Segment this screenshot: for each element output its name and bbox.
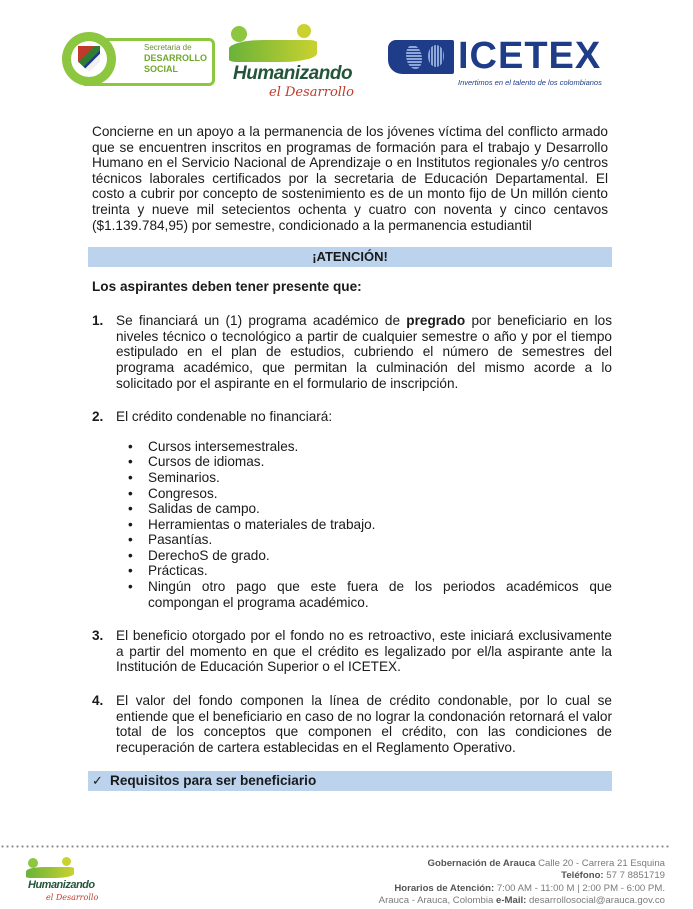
item-text: El beneficio otorgado por el fondo no es retroactivo, este iniciará exclusivamente a partir del momento en que el crédito es legalizado por el/la aspirante ante la Institución de Educación Superior o el ICETEX. (116, 628, 612, 675)
footer-hours: Horarios de Atención: 7:00 AM - 11:00 M | 2:00 PM - 6:00 PM. (394, 882, 665, 894)
document-body (88, 124, 612, 791)
footer-divider (0, 845, 670, 848)
icetex-wordmark: ICETEX (458, 35, 602, 77)
logo-text-secretaria: Secretaria de (144, 43, 192, 52)
humanizando-logo (225, 22, 365, 102)
item-text: El valor del fondo componen la línea de crédito condonable, por lo cual se entiende que el beneficiario en caso de no lograr la condonación retornará el valor total de los conceptos que componen el crédito, con las condiciones de recuperación de cartera establecidas en el Reglamento Operativo. (116, 693, 612, 755)
bullet-item: • Herramientas o materiales de trabajo. (128, 517, 612, 533)
globe-icon (388, 40, 454, 74)
icetex-tagline: Invertimos en el talento de los colombianos (458, 78, 602, 87)
email-link[interactable]: desarrollosocial@arauca.gov.co (526, 895, 665, 907)
bullet-item: • Cursos de idiomas. (128, 454, 612, 470)
logo-word: Humanizando (28, 879, 95, 891)
footer-humanizando-logo (18, 856, 118, 906)
item-number: 1. (92, 313, 104, 329)
list-item (88, 628, 612, 675)
item-number: 3. (92, 628, 104, 644)
bullet-item: • Cursos intersemestrales. (128, 439, 612, 455)
bullet-item: • DerechoS de grado. (128, 548, 612, 564)
bullet-item: • Salidas de campo. (128, 501, 612, 517)
logo-text-social: SOCIAL (144, 64, 179, 74)
figure-head-icon (297, 24, 311, 38)
exclusions-list (128, 439, 612, 611)
item-text: El crédito condenable no financiará: (116, 409, 333, 425)
checkmark-icon: ✓ (92, 773, 103, 789)
footer-phone: Teléfono: 57 7 8851719 (561, 870, 665, 882)
bullet-item: • Pasantías. (128, 532, 612, 548)
arauca-seal-icon (62, 32, 116, 86)
figure-head-icon (62, 857, 71, 866)
logo-subtitle: el Desarrollo (269, 85, 354, 100)
bullet-item: • Congresos. (128, 486, 612, 502)
footer-address: Gobernación de Arauca Calle 20 - Carrera 21 Esquina (427, 858, 665, 869)
requirements-title: Requisitos para ser beneficiario (110, 773, 317, 789)
bullet-item: • Prácticas. (128, 563, 612, 579)
item-number: 4. (92, 693, 104, 709)
list-item (88, 409, 612, 425)
logo-word: Humanizando (233, 63, 353, 84)
section-subheading: Los aspirantes deben tener presente que: (92, 279, 362, 295)
item-number: 2. (92, 409, 104, 425)
logo-subtitle: el Desarrollo (46, 893, 99, 902)
handshake-swoosh-icon (26, 867, 74, 878)
attention-banner (88, 247, 612, 267)
secretaria-desarrollo-social-logo (62, 32, 214, 86)
bullet-item: • Ningún otro pago que este fuera de los periodos académicos que compongan el programa académico. (128, 579, 612, 610)
footer-contact (379, 858, 665, 908)
bullet-item: • Seminarios. (128, 470, 612, 486)
handshake-swoosh-icon (229, 40, 317, 62)
figure-head-icon (231, 26, 247, 42)
list-item (88, 313, 612, 391)
item-text: Se financiará un (1) programa académico de pregrado por beneficiario en los niveles técnico o tecnológico a partir de cualquier semestre o año y por el tiempo estipulado en el plan de estudios, cubriendo el número de semestres del programa académico, que permitan la culminación del mismo acorde a lo solicitado por el aspirante en el formulario de inscripción. (116, 313, 612, 391)
logo-text-desarrollo: DESARROLLO (144, 53, 207, 63)
icetex-logo (388, 35, 633, 90)
logo-text-block (144, 43, 210, 75)
requirements-banner (88, 771, 612, 791)
footer-location-email: Arauca - Arauca, Colombia e-Mail: desarrollosocial@arauca.gov.co (378, 895, 665, 907)
attention-title: ¡ATENCIÓN! (312, 249, 388, 265)
intro-paragraph: Concierne en un apoyo a la permanencia de los jóvenes víctima del conflicto armado que se encuentren inscritos en programas de formación para el trabajo y Desarrollo Humano en el Servicio Nacional de Aprendizaje o en Institutos regionales y/o centros técnicos laborales certificados por la secretaria de Educación Departamental. El costo a cubrir por concepto de sostenimiento es de un monto fijo de Un millón ciento treinta y nueve mil setecientos ochenta y cuatro con noventa y cinco centavos ($1.139.784,95) por semestre, condicionado a la permanencia estudiantil (92, 124, 608, 233)
list-item (88, 693, 612, 755)
